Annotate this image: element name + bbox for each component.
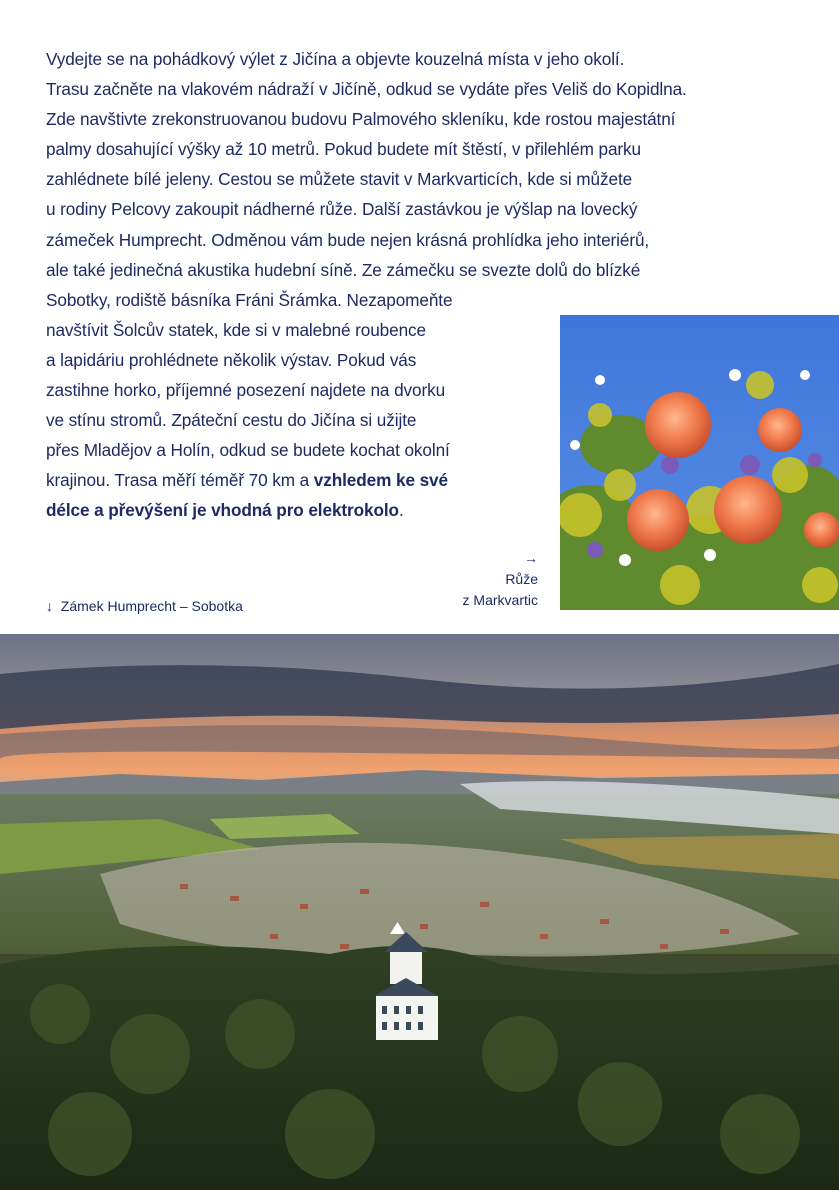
article-line: zámeček Humprecht. Odměnou vám bude nejen krásná prohlídka jeho interiérů, <box>46 229 650 250</box>
article-line: Sobotky, rodiště básníka Fráni Šrámka. Nezapomeňte <box>46 289 453 310</box>
roses-photo <box>560 315 839 610</box>
arrow-right-icon: → <box>524 550 538 566</box>
caption-humprecht <box>46 596 243 617</box>
article-line: zahlédnete bílé jeleny. Cestou se můžete stavit v Markvarticích, kde si můžete <box>46 169 633 190</box>
bold-highlight: délce a převýšení je vhodná pro elektrokolo <box>46 500 399 521</box>
article-line: palmy dosahující výšky až 10 metrů. Pokud budete mít štěstí, v přilehlém parku <box>46 139 641 160</box>
article-line: zastihne horko, příjemné posezení najdete na dvorku <box>46 380 446 401</box>
article-line: přes Mladějov a Holín, odkud se budete kochat okolní <box>46 440 450 461</box>
article-line: ve stínu stromů. Zpáteční cestu do Jičína si užijte <box>46 410 417 431</box>
article-line: a lapidáriu prohlédnete několik výstav. Pokud vás <box>46 349 417 370</box>
article-line: navštívit Šolcův statek, kde si v malebné roubence <box>46 319 427 340</box>
article-line-text: krajinou. Trasa měří téměř 70 km a <box>46 470 314 491</box>
article-line: ale také jedinečná akustika hudební síně. Ze zámečku se svezte dolů do blízké <box>46 259 641 280</box>
arrow-down-icon: ↓ <box>46 598 53 614</box>
end-period: . <box>398 500 404 521</box>
caption-humprecht-text: Zámek Humprecht – Sobotka <box>60 598 243 614</box>
article-line: u rodiny Pelcovy zakoupit nádherné růže. Další zastávkou je výšlap na lovecký <box>46 199 638 220</box>
bold-highlight: vzhledem ke své <box>313 470 448 491</box>
article-line: Trasu začněte na vlakovém nádraží v Jičíně, odkud se vydáte přes Veliš do Kopidlna. <box>46 79 687 100</box>
caption-roses-line2: z Markvartic <box>462 592 538 608</box>
article-line: Zde navštivte zrekonstruovanou budovu Palmového skleníku, kde rostou majestátní <box>46 109 676 130</box>
article-line: Vydejte se na pohádkový výlet z Jičína a objevte kouzelná místa v jeho okolí. <box>46 49 625 69</box>
caption-roses <box>440 548 538 611</box>
humprecht-landscape-photo <box>0 634 839 1190</box>
caption-roses-line1: Růže <box>505 571 538 587</box>
